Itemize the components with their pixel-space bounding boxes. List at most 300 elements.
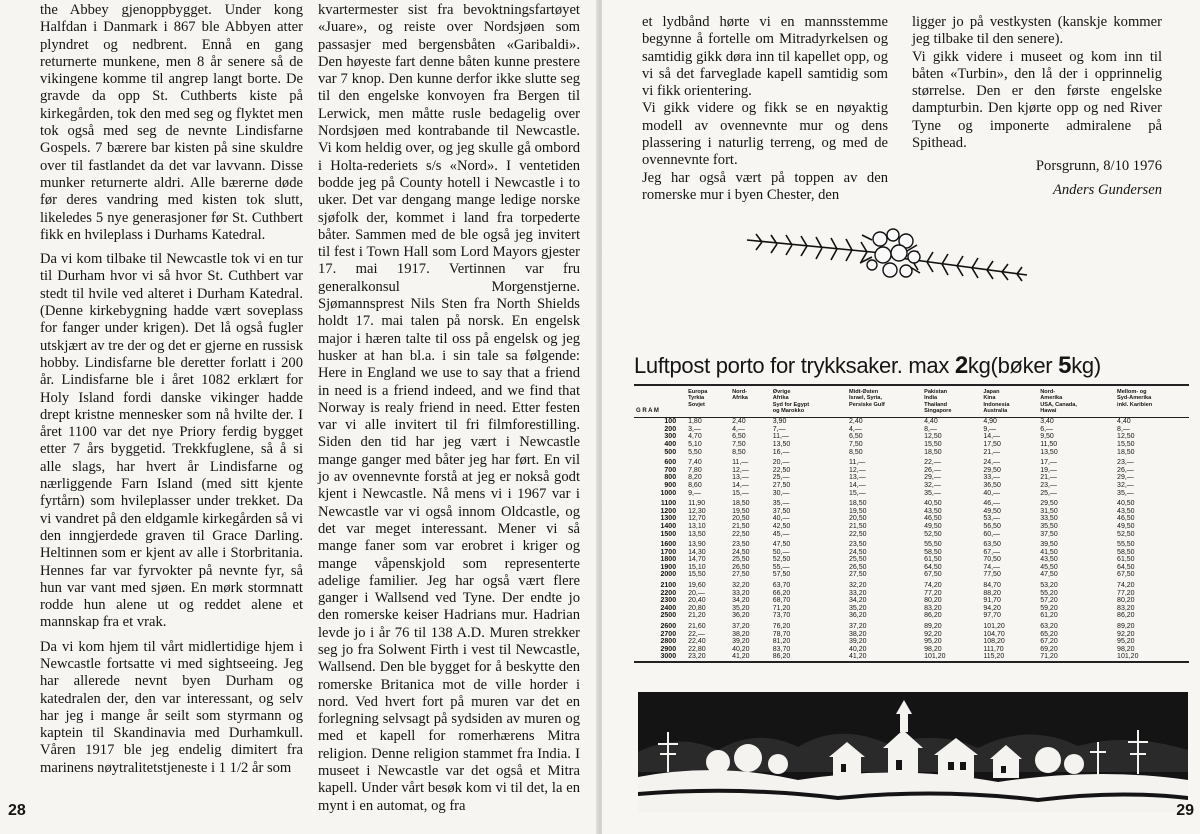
rate-cell: 49,50 <box>1117 522 1135 530</box>
weight-cell: 400 <box>664 440 677 448</box>
weight-cell: 600 <box>664 459 677 467</box>
header-japan: Japan Kina Indonesia Australia <box>981 386 1038 418</box>
rate-cell: 19,50 <box>732 507 750 515</box>
rate-cell: 18,50 <box>924 448 942 456</box>
rate-cell: 13,90 <box>688 541 706 549</box>
rate-cell: 5,10 <box>688 440 702 448</box>
rate-cell: 23,— <box>1117 459 1134 467</box>
rate-cell: 83,20 <box>924 604 942 612</box>
table-row <box>634 456 1189 467</box>
paragraph: kvartermester sist fra bevoktningsfartøyet «Juare», og reiste over Nordsjøen som passasjer med bergensbåten «Garibaldi». Den høyeste fart denne båten kunne prestere var 7 knop. Den kunne derfor ikke slutte seg til den engelske konvoyen fra Bergen til Lerwick, men måtte rusle bedagelig over Nordsjøen med kontrabande til Newcastle. Vi kom heldig over, og jeg skulle gå ombord i Holta-rederiets s/s «Nord». I ventetiden bodde jeg på County hotell i Newcastle i to uker. Det var dengang mange ledige norske sjøfolk der, kommet i land fra torpederte båter. Sammen med de ble også jeg invitert til fest i Town Hall som Lord Mayors gjester 17. mai 1917. Vertinnen var fru generalkonsul Morgenstjerne. Sjømannsprest Nils Sten fra North Shields holdt 17. mai talen på norsk. En engelsk major i hæren talte til oss på engelsk og jeg husker at han bl.a. i sin tale sa følgende: Here in England we use to say that a friend in need is a friend indeed, and we find that Norway is realy friend in need. Etter festen var vi alle invitert til fri filmforestilling. Siden den tid har jeg vært i Newcastle mange ganger med båter jeg har ført. En vil jo av ovennevnte forstå at jeg er nokså godt kjent i Newcastle. Nå mens vi i 1967 var i Newcastle var vi også innom Oldcastle, og det var meget interessant. Mener vi så mange faner som var erobret i kriger og mange våpenskjold som representerte adelige familier. Jeg har også vært flere ganger i Wallsend ved Tyne. Der endte jo den romerske keiser Hadrians mur. Hadrian levde jo i år 76 til 138 A.D. Muren strekker seg jo fra Solwent Firth i vest til Newcastle, Wallsend. Den ble bygget for å beskytte den romerske Britanica mot de ville horder i nord. Ved hvert fort på muren var det en forlegning selvsagt på sydsiden av muren og med et kapell for romerhærens Mitra religion. Denne religion stammet fra India. I museet i Newcastle var det også et Mitra kapell. Under vårt besøk kom vi til det, la en mynt i en automat, og fra <box>318 2 580 814</box>
rate-cell: 8,— <box>1117 425 1130 433</box>
rate-cell: 19,50 <box>848 507 867 515</box>
rate-cell: 40,50 <box>924 500 942 508</box>
rate-cell: 46,— <box>983 500 1001 508</box>
weight-cell: 1300 <box>660 515 677 523</box>
rate-cell: 26,50 <box>848 563 867 571</box>
rate-cell: 52,50 <box>924 530 942 538</box>
rate-cell: 4,— <box>848 425 862 433</box>
rate-cell: 86,20 <box>924 612 942 620</box>
rate-cell: 22,50 <box>732 530 750 538</box>
left-page <box>0 0 598 834</box>
rate-cell: 108,20 <box>983 638 1005 646</box>
rate-cell: 74,20 <box>1117 582 1135 590</box>
rate-cell: 35,— <box>1117 489 1134 497</box>
rate-cell: 9,— <box>688 489 701 497</box>
rate-cell: 7,— <box>772 425 786 433</box>
table-row <box>634 590 1189 598</box>
weight-cell: 200 <box>664 425 677 433</box>
weight-cell: 2300 <box>660 597 677 605</box>
table-row <box>634 426 1189 434</box>
rate-cell: 20,— <box>772 459 790 467</box>
rate-cell: 61,20 <box>1040 612 1058 620</box>
header-ovrige-afrika: Øvrige Afrika Syd for Egypt og Marokko <box>771 386 847 418</box>
rate-cell: 7,50 <box>732 440 746 448</box>
rate-cell: 49,50 <box>924 522 942 530</box>
rate-cell: 24,50 <box>732 548 750 556</box>
table-row <box>634 433 1189 441</box>
table-row <box>634 646 1189 654</box>
rate-cell: 95,20 <box>1117 638 1135 646</box>
rate-cell: 57,50 <box>772 571 791 579</box>
rate-cell: 14,— <box>732 481 749 489</box>
rate-cell: 37,50 <box>1040 530 1058 538</box>
weight-cell: 2400 <box>660 604 677 612</box>
rate-cell: 26,50 <box>732 563 750 571</box>
table-row <box>634 418 1189 426</box>
rate-cell: 20,80 <box>688 604 706 612</box>
rate-cell: 115,20 <box>983 653 1005 661</box>
table-row <box>634 490 1189 498</box>
rate-cell: 15,50 <box>688 571 706 579</box>
rate-cell: 6,50 <box>732 433 746 441</box>
rate-cell: 13,10 <box>688 522 706 530</box>
rate-cell: 61,50 <box>1117 556 1135 564</box>
rate-cell: 3,— <box>688 425 701 433</box>
weight-cell: 1500 <box>660 530 677 538</box>
table-row <box>634 631 1189 639</box>
paragraph: Jeg har også vært på toppen av den romerske mur i byen Chester, den <box>642 169 888 203</box>
rate-cell: 8,— <box>924 425 937 433</box>
rate-cell: 8,50 <box>848 448 863 456</box>
rate-cell: 12,50 <box>924 433 942 441</box>
rate-cell: 40,50 <box>1117 500 1135 508</box>
rate-cell: 4,90 <box>983 418 997 426</box>
rate-cell: 59,20 <box>1040 604 1058 612</box>
header-europa: Europa Tyrkia Sovjet <box>686 386 730 418</box>
table-row <box>634 508 1189 516</box>
rate-cell: 55,— <box>772 563 790 571</box>
rate-cell: 47,50 <box>772 541 791 549</box>
rate-cell: 86,20 <box>1117 612 1135 620</box>
rate-cell: 56,50 <box>983 522 1001 530</box>
rate-cell: 57,20 <box>1040 597 1058 605</box>
rate-cell: 33,20 <box>848 589 867 597</box>
weight-cell: 1400 <box>660 522 677 530</box>
table-row <box>634 612 1189 620</box>
rate-cell: 76,20 <box>772 623 791 631</box>
rate-cell: 29,— <box>924 474 941 482</box>
rate-cell: 20,40 <box>688 597 706 605</box>
table-row <box>634 549 1189 557</box>
rate-cell: 12,— <box>848 466 866 474</box>
weight-cell: 1900 <box>660 563 677 571</box>
table-row <box>634 638 1189 646</box>
rate-cell: 21,60 <box>688 623 706 631</box>
rate-cell: 22,40 <box>688 638 706 646</box>
rate-cell: 37,50 <box>772 507 791 515</box>
rate-cell: 4,70 <box>688 433 702 441</box>
rate-cell: 13,— <box>848 474 866 482</box>
rate-cell: 83,20 <box>1117 604 1135 612</box>
rate-cell: 84,70 <box>983 582 1001 590</box>
paragraph: ligger jo på vestkysten (kanskje kommer jeg tilbake til den senere). <box>912 14 1162 48</box>
rate-cell: 30,— <box>772 489 790 497</box>
rate-cell: 16,— <box>772 448 790 456</box>
rate-cell: 19,60 <box>688 582 706 590</box>
header-pakistan: Pakistan India Thailand Singapore <box>922 386 981 418</box>
rate-cell: 95,20 <box>924 638 942 646</box>
rate-cell: 35,— <box>924 489 941 497</box>
rate-cell: 63,70 <box>772 582 791 590</box>
paragraph: the Abbey gjenoppbygget. Under kong Halfdan i Danmark i 867 ble Abbyen atter plyndret og nedbrent. Ennå en gang returnerte munkene, men 8 år senere så de vikingene komme til angrep langt borte. De gravde da opp St. Cuthberts kiste på kirkegården, tok den med seg og flyktet men tok også med seg de nevnte Lindisfarne Gospels. 7 bærere bar kisten på sine skuldre over til fastlandet da det var lavvann. Disse munker returnerte aldri. Alle bærerne døde før deres vandring med kisten tok slutt, likeledes 5 nye generasjoner før St. Cuthbert fikk en hvileplass i Durhams Katedral. <box>40 2 303 243</box>
weight-cell: 2900 <box>660 645 677 653</box>
rate-cell: 2,40 <box>848 418 863 426</box>
rate-cell: 12,50 <box>1117 433 1135 441</box>
rate-cell: 13,— <box>732 474 749 482</box>
rate-cell: 23,50 <box>848 541 867 549</box>
rate-cell: 35,20 <box>732 604 750 612</box>
rate-cell: 20,— <box>688 589 705 597</box>
rate-cell: 60,— <box>983 530 1001 538</box>
rate-cell: 40,20 <box>732 645 750 653</box>
rate-cell: 34,20 <box>732 597 750 605</box>
weight-cell: 2200 <box>660 589 677 597</box>
gram-header: G R A M <box>634 386 686 418</box>
weight-cell: 2600 <box>660 623 677 631</box>
rate-cell: 41,50 <box>1040 548 1058 556</box>
table-row <box>634 482 1189 490</box>
rate-cell: 83,70 <box>772 645 791 653</box>
rate-cell: 33,— <box>983 474 1001 482</box>
table-row <box>634 474 1189 482</box>
weight-cell: 1000 <box>660 489 677 497</box>
rate-cell: 22,80 <box>688 645 706 653</box>
rate-cell: 11,— <box>772 433 789 441</box>
weight-cell: 100 <box>664 418 677 426</box>
rate-cell: 29,50 <box>983 466 1001 474</box>
rate-cell: 24,50 <box>848 548 867 556</box>
table-row <box>634 497 1189 508</box>
rate-cell: 32,20 <box>848 582 867 590</box>
rate-cell: 11,90 <box>688 500 706 508</box>
rate-cell: 89,20 <box>924 623 942 631</box>
rate-cell: 77,20 <box>924 589 942 597</box>
rate-cell: 7,80 <box>688 466 702 474</box>
rate-cell: 22,— <box>924 459 941 467</box>
rate-cell: 36,50 <box>983 481 1001 489</box>
rate-cell: 3,90 <box>772 418 787 426</box>
rate-cell: 46,50 <box>1117 515 1135 523</box>
rate-cell: 80,20 <box>1117 597 1135 605</box>
rate-cell: 31,50 <box>1040 507 1058 515</box>
rate-cell: 21,50 <box>848 522 867 530</box>
rate-cell: 45,50 <box>1040 563 1058 571</box>
rate-cell: 101,20 <box>983 623 1005 631</box>
rate-cell: 15,10 <box>688 563 706 571</box>
right-page <box>602 0 1200 834</box>
rate-cell: 52,50 <box>1117 530 1135 538</box>
table-row <box>634 556 1189 564</box>
header-midt-osten: Midt-Østen Israel, Syria, Persiske Gulf <box>847 386 922 418</box>
rate-cell: 32,20 <box>732 582 750 590</box>
right-column-2 <box>912 14 1162 199</box>
weight-cell: 3000 <box>660 653 677 661</box>
rate-cell: 8,50 <box>732 448 746 456</box>
rate-cell: 9,50 <box>1040 433 1054 441</box>
rate-cell: 92,20 <box>924 630 942 638</box>
weight-cell: 2000 <box>660 571 677 579</box>
weight-cell: 2700 <box>660 630 677 638</box>
weight-cell: 500 <box>664 448 677 456</box>
header-nord-afrika: Nord- Afrika <box>730 386 771 418</box>
rate-cell: 27,50 <box>732 571 750 579</box>
rate-cell: 39,50 <box>1040 541 1058 549</box>
rate-cell: 33,50 <box>1040 515 1058 523</box>
rate-cell: 88,20 <box>983 589 1001 597</box>
left-column-1 <box>40 2 303 784</box>
rate-cell: 77,50 <box>983 571 1001 579</box>
rate-cell: 25,— <box>772 474 790 482</box>
table-row <box>634 523 1189 531</box>
pine-bough-ornament-icon <box>742 215 1032 285</box>
page-number-right: 29 <box>1176 802 1194 819</box>
rate-cell: 70,50 <box>983 556 1001 564</box>
table-row <box>634 620 1189 631</box>
rate-cell: 17,50 <box>983 440 1001 448</box>
rate-cell: 111,70 <box>983 645 1004 653</box>
rate-cell: 39,20 <box>732 638 750 646</box>
rate-cell: 33,20 <box>732 589 750 597</box>
rate-cell: 42,50 <box>772 522 791 530</box>
rate-cell: 55,50 <box>1117 541 1135 549</box>
rate-cell: 74,— <box>983 563 1001 571</box>
rate-cell: 98,20 <box>924 645 942 653</box>
rate-cell: 25,50 <box>848 556 867 564</box>
rate-cell: 13,50 <box>1040 448 1058 456</box>
rate-cell: 67,— <box>983 548 1001 556</box>
rate-cell: 12,— <box>732 466 749 474</box>
header-nord-amerika: Nord- Amerika USA, Canada, Hawai <box>1038 386 1115 418</box>
rate-cell: 13,50 <box>772 440 791 448</box>
rate-cell: 97,70 <box>983 612 1001 620</box>
rate-cell: 23,— <box>1040 481 1057 489</box>
rate-cell: 91,70 <box>983 597 1001 605</box>
weight-cell: 1700 <box>660 548 677 556</box>
rate-cell: 13,50 <box>688 530 706 538</box>
rate-cell: 38,20 <box>732 630 750 638</box>
rate-cell: 11,— <box>848 459 866 467</box>
table-row <box>634 531 1189 539</box>
weight-cell: 300 <box>664 433 677 441</box>
rate-cell: 5,50 <box>688 448 702 456</box>
rate-cell: 43,50 <box>1040 556 1058 564</box>
rate-cell: 77,20 <box>1117 589 1135 597</box>
rate-cell: 67,20 <box>1040 638 1058 646</box>
rate-cell: 52,50 <box>772 556 791 564</box>
rate-cell: 78,70 <box>772 630 791 638</box>
rate-cell: 35,— <box>772 500 790 508</box>
paragraph: Da vi kom tilbake til Newcastle tok vi en tur til Durham hvor vi så hvor St. Cuthbert var stedt til hvile ved alteret i Durham Katedral. (Denne kirkebygning hadde vært soveplass for fanger under krigen). Det lå også fugler utskjært av tre der og det er gjerne en russisk hobby. Lindisfarne ble deretter forlatt i 200 år. Lindisfarne ble i året 1082 erklært for Holy Island fordi danske vikinger hadde drept kristne mennesker som nå hvilte der. I året 1100 var det nye Priory ferdig bygget etter 7 års byggetid. Trekkfuglene, så å si alle slags, har hvert år Lindisfarne og nærliggende Farn Island (med sitt kjente fyrtårn) som hvileplasser under trekket. Da vi vandret på den eldgamle kirkegården så vi den inngjerdede graven til Grace Darling. Heltinnen som er kjent av alle i Storbritania. Hennes far var fyrvokter på nevnte fyr, så hun var vant med sjøen. En mørk stormnatt rodde hun alene ut og reddet alene et mannskap fra et vrak. <box>40 251 303 631</box>
rate-cell: 68,70 <box>772 597 791 605</box>
rate-cell: 39,20 <box>848 638 867 646</box>
rate-cell: 73,70 <box>772 612 791 620</box>
rate-cell: 81,20 <box>772 638 791 646</box>
rate-cell: 22,— <box>688 630 705 638</box>
table-body <box>634 418 1189 661</box>
page-number-left: 28 <box>8 802 26 819</box>
rate-cell: 18,50 <box>732 500 750 508</box>
rate-cell: 23,20 <box>688 653 706 661</box>
rate-cell: 29,50 <box>1040 500 1058 508</box>
table-row <box>634 538 1189 549</box>
rate-cell: 21,20 <box>688 612 706 620</box>
rate-cell: 21,50 <box>732 522 750 530</box>
table-header-row <box>634 386 1189 418</box>
rate-cell: 15,50 <box>924 440 942 448</box>
rate-cell: 23,50 <box>732 541 750 549</box>
rate-cell: 71,20 <box>1040 653 1058 661</box>
rate-cell: 22,50 <box>772 466 791 474</box>
rate-cell: 4,40 <box>1117 418 1131 426</box>
rate-cell: 36,20 <box>848 612 867 620</box>
rate-cell: 15,— <box>848 489 866 497</box>
rate-cell: 35,20 <box>848 604 867 612</box>
table-row <box>634 571 1189 579</box>
rate-cell: 14,70 <box>688 556 706 564</box>
rate-cell: 25,— <box>1040 489 1057 497</box>
rate-cell: 15,50 <box>1117 440 1135 448</box>
rate-cell: 49,50 <box>983 507 1001 515</box>
rate-cell: 69,20 <box>1040 645 1058 653</box>
rate-cell: 6,— <box>1040 425 1054 433</box>
rate-cell: 74,20 <box>924 582 942 590</box>
rate-cell: 53,20 <box>1040 582 1058 590</box>
rate-cell: 67,50 <box>924 571 942 579</box>
rate-cell: 53,— <box>983 515 1001 523</box>
right-column-1 <box>642 14 888 204</box>
weight-cell: 1200 <box>660 507 677 515</box>
rate-cell: 35,50 <box>1040 522 1058 530</box>
rate-cell: 80,20 <box>924 597 942 605</box>
rate-cell: 64,50 <box>1117 563 1135 571</box>
rate-cell: 7,50 <box>848 440 863 448</box>
rate-cell: 9,— <box>983 425 997 433</box>
table-row <box>634 441 1189 449</box>
table-row <box>634 515 1189 523</box>
rate-cell: 41,20 <box>732 653 750 661</box>
rate-cell: 4,— <box>732 425 745 433</box>
rate-cell: 6,50 <box>848 433 863 441</box>
rate-cell: 89,20 <box>1117 623 1135 631</box>
table-row <box>634 579 1189 590</box>
rate-cell: 21,— <box>983 448 1001 456</box>
table-row <box>634 653 1189 661</box>
rate-cell: 63,50 <box>983 541 1001 549</box>
rate-cell: 3,40 <box>1040 418 1054 426</box>
rate-cell: 58,50 <box>924 548 942 556</box>
rate-cell: 36,20 <box>732 612 750 620</box>
rate-cell: 41,20 <box>848 653 867 661</box>
rate-cell: 19,— <box>1040 466 1057 474</box>
weight-cell: 700 <box>664 466 677 474</box>
rate-cell: 8,20 <box>688 474 702 482</box>
rate-cell: 7,40 <box>688 459 702 467</box>
weight-cell: 1600 <box>660 541 677 549</box>
postage-rate-table <box>634 384 1189 663</box>
rate-cell: 46,50 <box>924 515 942 523</box>
rate-cell: 37,20 <box>732 623 750 631</box>
paragraph: Vi gikk videre i museet og kom inn til båten «Turbin», den lå der i opprinnelig størrelse. Den er den første engelske dampturbin. Den kjørte opp og ned River Tyne og imponerte admiralene på Spithead. <box>912 48 1162 152</box>
weight-cell: 2800 <box>660 638 677 646</box>
rate-cell: 26,— <box>1117 466 1134 474</box>
paragraph: et lydbånd hørte vi en mannsstemme begynne å fortelle om Mitradyrkelsen og samtidig gikk døra inn til kapellet opp, og vi så det farveglade kapell samtidig som vi fikk orientering. <box>642 14 888 100</box>
rate-cell: 14,— <box>848 481 866 489</box>
rate-cell: 101,20 <box>1117 653 1139 661</box>
weight-cell: 2500 <box>660 612 677 620</box>
rate-cell: 17,— <box>1040 459 1057 467</box>
rate-cell: 18,50 <box>1117 448 1135 456</box>
rate-cell: 71,20 <box>772 604 791 612</box>
rate-cell: 86,20 <box>772 653 791 661</box>
rate-cell: 101,20 <box>924 653 946 661</box>
rate-cell: 50,— <box>772 548 790 556</box>
rate-cell: 66,20 <box>772 589 791 597</box>
weight-cell: 900 <box>664 481 677 489</box>
rate-cell: 65,20 <box>1040 630 1058 638</box>
rate-cell: 26,— <box>924 466 941 474</box>
rate-cell: 8,60 <box>688 481 702 489</box>
rate-cell: 58,50 <box>1117 548 1135 556</box>
rate-cell: 4,40 <box>924 418 938 426</box>
rate-cell: 37,20 <box>848 623 867 631</box>
rate-cell: 47,50 <box>1040 571 1058 579</box>
rate-cell: 40,— <box>772 515 790 523</box>
weight-cell: 1800 <box>660 556 677 564</box>
rate-cell: 25,50 <box>732 556 750 564</box>
rate-cell: 18,50 <box>848 500 867 508</box>
table-row <box>634 597 1189 605</box>
table-row <box>634 605 1189 613</box>
rate-cell: 32,— <box>1117 481 1134 489</box>
rate-cell: 67,50 <box>1117 571 1135 579</box>
rate-cell: 55,50 <box>924 541 942 549</box>
weight-cell: 800 <box>664 474 677 482</box>
table-title: Luftpost porto for trykksaker. max 2kg(bøker 5kg) <box>634 352 1101 379</box>
table-row <box>634 449 1189 457</box>
rate-cell: 92,20 <box>1117 630 1135 638</box>
rate-cell: 20,50 <box>848 515 867 523</box>
village-woodcut-illustration-icon <box>638 692 1188 812</box>
rate-cell: 15,— <box>732 489 749 497</box>
rate-cell: 98,20 <box>1117 645 1135 653</box>
table-row <box>634 564 1189 572</box>
signature-name: Anders Gundersen <box>1052 181 1162 198</box>
rate-cell: 12,30 <box>688 507 706 515</box>
rate-cell: 27,50 <box>848 571 867 579</box>
paragraph: Vi gikk videre og fikk se en nøyaktig modell av ovennevnte mur og dens plassering i naturlig terreng, og med de ovennevnte fort. <box>642 100 888 169</box>
